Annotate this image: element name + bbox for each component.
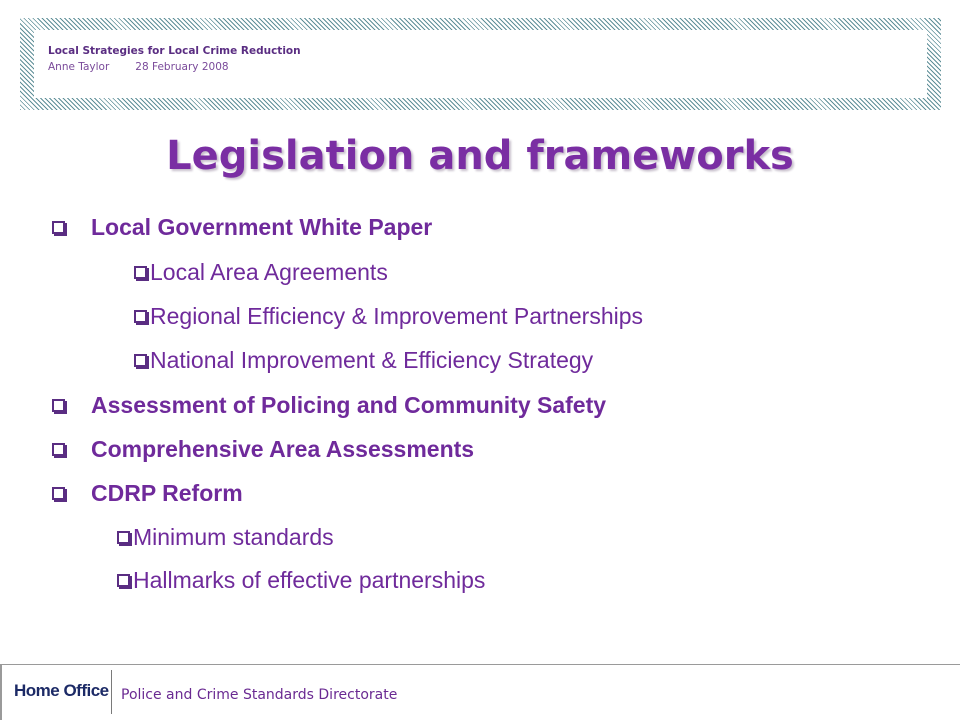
bullet-text: Local Area Agreements — [150, 259, 388, 285]
bullet-item — [117, 524, 334, 551]
bullet-text: Local Government White Paper — [91, 214, 433, 240]
footer-edge — [0, 664, 2, 720]
checkbox-bullet-icon — [134, 354, 147, 367]
checkbox-bullet-icon — [117, 531, 130, 544]
bullet-text: Minimum standards — [133, 524, 334, 550]
home-office-logo: Home Office — [14, 681, 109, 700]
checkbox-bullet-icon — [52, 487, 65, 500]
bullet-item — [52, 480, 243, 507]
presenter-name: Anne Taylor — [48, 61, 110, 73]
slide-title: Legislation and frameworks — [166, 133, 794, 179]
presentation-date: 28 February 2008 — [135, 61, 229, 73]
checkbox-bullet-icon — [134, 266, 147, 279]
checkbox-bullet-icon — [52, 221, 65, 234]
bullet-item — [134, 347, 593, 374]
bullet-item — [117, 567, 485, 594]
bullet-text: National Improvement & Efficiency Strategy — [150, 347, 594, 373]
footer-separator — [111, 670, 112, 714]
bullet-item — [134, 259, 388, 286]
bullet-text: Regional Efficiency & Improvement Partnerships — [150, 303, 644, 329]
checkbox-bullet-icon — [117, 574, 130, 587]
bullet-text: Assessment of Policing and Community Safety — [91, 392, 607, 418]
bullet-item — [52, 436, 474, 463]
checkbox-bullet-icon — [52, 399, 65, 412]
bullet-text: CDRP Reform — [91, 480, 243, 506]
bullet-text: Hallmarks of effective partnerships — [133, 567, 486, 593]
footer-directorate: Police and Crime Standards Directorate — [121, 687, 398, 703]
footer-divider — [0, 664, 960, 665]
presentation-title: Local Strategies for Local Crime Reduction — [48, 45, 301, 57]
bullet-text: Comprehensive Area Assessments — [91, 436, 475, 462]
checkbox-bullet-icon — [52, 443, 65, 456]
checkbox-bullet-icon — [134, 310, 147, 323]
bullet-item — [134, 303, 643, 330]
bullet-item — [52, 392, 606, 419]
bullet-item — [52, 214, 432, 241]
